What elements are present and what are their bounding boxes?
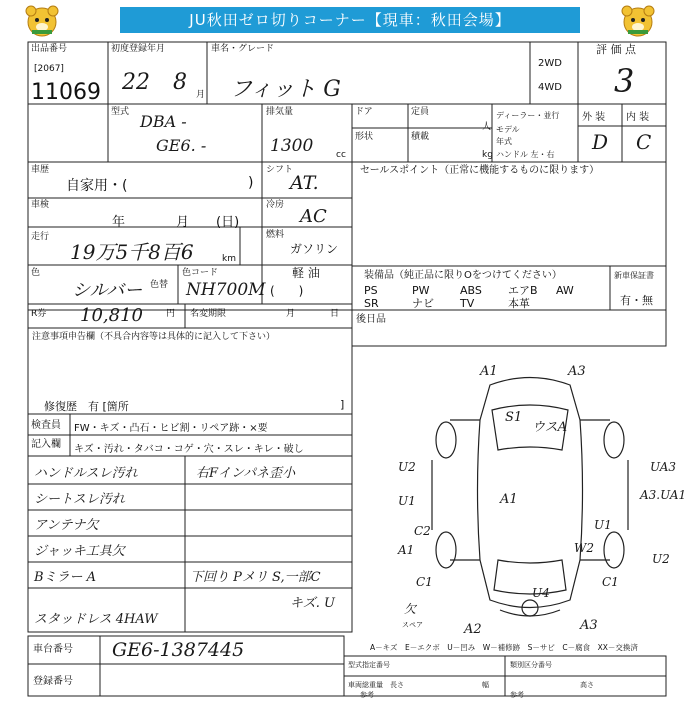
map-label: U2 — [398, 460, 416, 474]
year: 年式 — [496, 137, 512, 146]
ext-label: 外 装 — [582, 112, 606, 123]
name-value: フィット G — [230, 77, 341, 102]
spec-g: 参考 — [360, 691, 374, 699]
map-label: 欠 — [404, 602, 417, 616]
shaken-month: 月 — [176, 215, 190, 230]
shift-label: シフト — [266, 165, 294, 175]
shaken-label: 車検 — [31, 200, 50, 210]
drive-4wd: 4WD — [538, 82, 562, 93]
warranty-value: 有・無 — [620, 294, 653, 307]
rec-label: R券 — [31, 309, 47, 319]
equip-item: ABS — [460, 284, 482, 297]
map-label: S1 — [505, 410, 523, 425]
spec-f: 高さ — [580, 681, 594, 689]
ext-value: D — [592, 130, 609, 154]
fuel-paren: ( ) — [270, 284, 304, 298]
type-value-2: GE6. - — [156, 136, 207, 155]
drive-2wd: 2WD — [538, 58, 562, 69]
spec-b: 類別区分番号 — [510, 661, 552, 669]
load-unit: kg — [482, 150, 493, 160]
equip-item: SR — [364, 297, 379, 310]
remark-left: ジャッキ工具欠 — [34, 544, 125, 559]
door-label: ドア — [355, 107, 373, 117]
int-label: 内 装 — [626, 112, 650, 123]
sales-label: セールスポイント（正常に機能するものに限ります） — [360, 165, 600, 176]
map-label: U1 — [398, 494, 416, 508]
map-label: A1 — [480, 364, 498, 379]
equip-item: PS — [364, 284, 378, 297]
shape-label: 形状 — [355, 132, 374, 142]
header-title: JU秋田ゼロ切りコーナー【現車：秋田会場】 — [120, 7, 580, 33]
model: モデル — [496, 125, 520, 134]
rec-value: 10,810 — [80, 305, 143, 326]
map-spare: スペア — [402, 621, 423, 629]
name-label: 車名・グレード — [211, 44, 275, 54]
mileage-unit: km — [222, 254, 236, 264]
map-label: C1 — [602, 575, 619, 589]
lot-sub: [2067] — [34, 64, 64, 74]
type-label: 型式 — [111, 107, 130, 117]
remark-left: スタッドレス 4HAW — [34, 612, 158, 627]
grade-value: 3 — [614, 62, 635, 100]
equip-item: TV — [460, 297, 475, 310]
history-close: ) — [248, 175, 254, 191]
car-damage-map — [380, 360, 680, 650]
rear-seat-label: 後日品 — [356, 314, 386, 325]
map-label: C2 — [414, 524, 431, 538]
fuel-label: 燃料 — [266, 230, 285, 240]
equip-item: 本革 — [508, 297, 530, 310]
mileage-value: 19万5千8百6 — [70, 240, 194, 264]
equip-label: 装備品（純正品に限りOをつけてください） — [364, 270, 562, 281]
meigi-month: 月 — [286, 309, 296, 319]
notes-history: 修復歴 有 [箇所 — [44, 400, 129, 413]
inspect-row-2: キズ・汚れ・タバコ・コゲ・穴・スレ・キレ・破し — [74, 444, 304, 455]
type-value-1: DBA - — [140, 112, 187, 131]
disp-label: 排気量 — [266, 107, 294, 117]
chassis-value: GE6-1387445 — [112, 639, 245, 661]
reg-no-label: 登録番号 — [33, 676, 73, 687]
map-label: A3.UA1 — [640, 488, 687, 502]
mileage-label: 走行 — [31, 232, 50, 242]
cap-label: 定員 — [411, 107, 430, 117]
spec-d: 長さ — [390, 681, 404, 689]
spec-e: 幅 — [482, 681, 489, 689]
remark-left: アンテナ欠 — [34, 518, 99, 533]
color-label: 色 — [31, 268, 41, 278]
history-label: 車歴 — [31, 165, 50, 175]
handle: ハンドル 左・右 — [496, 150, 555, 159]
inspect-label-1: 検査員 — [31, 420, 61, 431]
notes-close: ] — [340, 398, 345, 411]
map-label: U2 — [652, 552, 670, 566]
fuel-diesel: 軽 油 — [292, 266, 320, 280]
spec-a: 型式指定番号 — [348, 661, 390, 669]
grade-label: 評 価 点 — [596, 43, 636, 56]
reg-month: 8 — [173, 70, 187, 95]
map-label: C1 — [416, 575, 433, 589]
color-code-value: NH700M — [186, 280, 266, 300]
fuel-gas: ガソリン — [290, 242, 339, 256]
reg-unit: 月 — [196, 90, 206, 100]
map-label: W2 — [574, 541, 594, 555]
lot-number: 11069 — [31, 80, 101, 105]
ac-label: 冷房 — [266, 200, 285, 210]
color-value: シルバー — [72, 280, 143, 301]
remark-right: キズ. U — [290, 596, 335, 611]
load-label: 積載 — [411, 132, 430, 142]
chassis-label: 車台番号 — [33, 644, 73, 655]
ac-value: AC — [300, 206, 327, 227]
spec-c: 車両総重量 — [348, 681, 383, 689]
map-label: U4 — [532, 586, 550, 600]
reg-label: 初度登録年月 — [111, 44, 166, 54]
map-legend: A－キズ E－エクボ U－凹み W－補修跡 S－サビ C－腐食 XX－交換済 — [370, 643, 638, 652]
inspect-label-2: 記入欄 — [31, 439, 61, 450]
shift-value: AT. — [290, 172, 319, 194]
equip-list — [364, 284, 604, 310]
notes-label: 注意事項申告欄（不具合内容等は具体的に記入して下さい） — [32, 332, 276, 342]
warranty-label: 新車保証書 — [614, 271, 654, 280]
cap-unit: 人 — [482, 122, 492, 132]
dealer: ディーラー・並行 — [496, 111, 560, 120]
equip-item: PW — [412, 284, 430, 297]
int-value: C — [636, 130, 652, 154]
remark-right: 下回り Pメリ S,一部C — [190, 570, 321, 585]
remark-left: Bミラー A — [34, 570, 97, 585]
map-label: A3 — [568, 364, 586, 379]
lot-label: 出品番号 — [31, 44, 68, 54]
equip-item: エアB — [508, 284, 538, 297]
map-label: A1 — [398, 543, 415, 557]
remark-left: ハンドルスレ汚れ — [34, 466, 138, 481]
shaken-day: (日) — [216, 215, 240, 230]
rec-unit: 円 — [166, 309, 176, 319]
remark-left: シートスレ汚れ — [34, 492, 125, 507]
spec-h: 参考 — [510, 691, 524, 699]
map-label: UA3 — [650, 460, 677, 474]
color-sub: 色替 — [150, 280, 169, 290]
map-label: ウスA — [532, 420, 567, 435]
map-label: A3 — [580, 618, 598, 633]
meigi-label: 名変期限 — [190, 309, 227, 319]
disp-unit: cc — [336, 150, 346, 160]
map-label: U1 — [594, 518, 612, 532]
color-code-label: 色コード — [182, 268, 219, 278]
equip-item: ナビ — [412, 297, 434, 310]
shaken-year: 年 — [112, 215, 126, 230]
map-label: A1 — [500, 492, 518, 507]
meigi-day: 日 — [330, 309, 340, 319]
map-label: A2 — [464, 622, 482, 637]
remark-right: 右Fインパネ歪小 — [196, 466, 296, 481]
equip-item: AW — [556, 284, 574, 297]
inspect-row-1: FW・キズ・凸石・ヒビ割・リペア跡・×要 — [74, 423, 268, 434]
history-value: 自家用・( — [66, 178, 128, 194]
disp-value: 1300 — [270, 136, 314, 156]
reg-year: 22 — [122, 70, 150, 95]
